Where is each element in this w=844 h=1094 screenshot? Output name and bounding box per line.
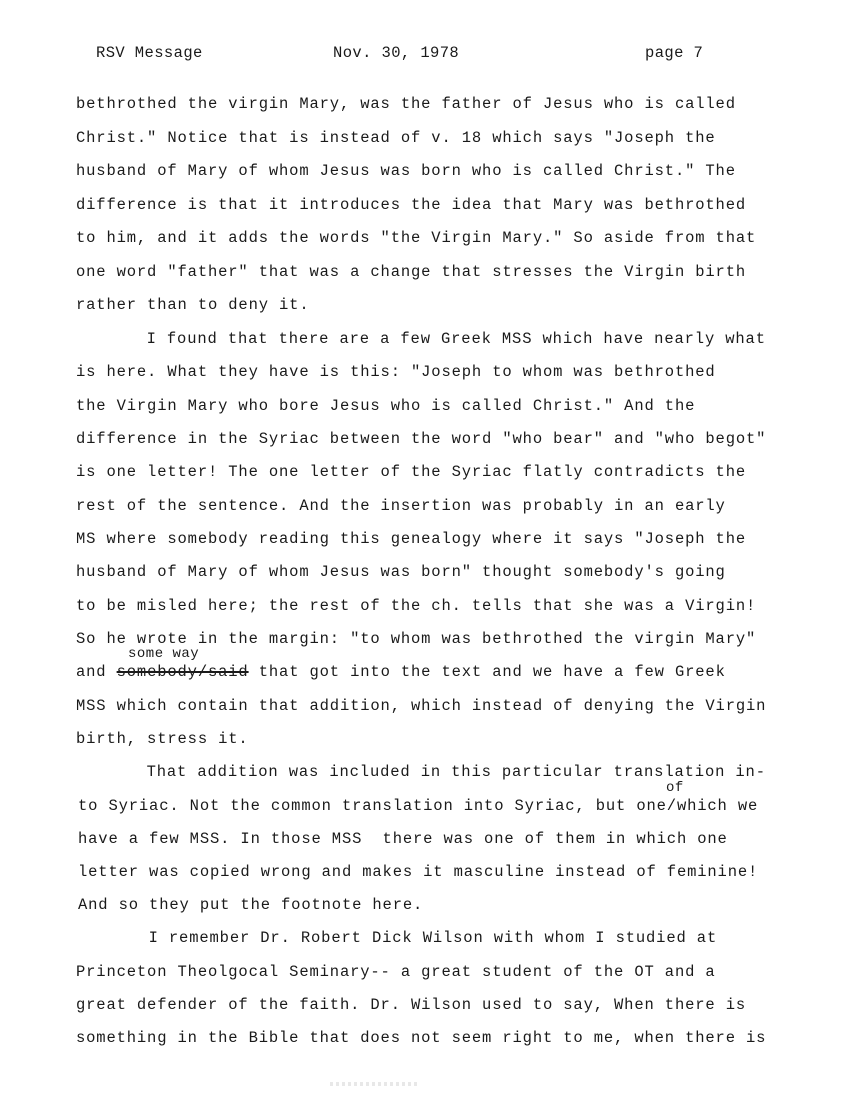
text-line: the Virgin Mary who bore Jesus who is called Christ." And the (76, 397, 696, 415)
line-prefix: and (76, 663, 117, 681)
line-prefix: to Syriac. Not the common translation into Syriac, but (78, 797, 637, 815)
text-line: is one letter! The one letter of the Syriac flatly contradicts the (76, 463, 746, 481)
header-date: Nov. 30, 1978 (333, 44, 460, 62)
text-line: husband of Mary of whom Jesus was born who is called Christ." The (76, 162, 736, 180)
handwritten-insertion: of (666, 780, 684, 796)
text-line: That addition was included in this particular translation in- (106, 763, 766, 781)
text-line: rest of the sentence. And the insertion was probably in an early (76, 497, 726, 515)
text-line: And so they put the footnote here. (78, 896, 424, 914)
text-line: Christ." Notice that is instead of v. 18 which says "Joseph the (76, 129, 716, 147)
struck-out-text: somebody/said (116, 663, 249, 681)
text-line-with-insertion (78, 796, 758, 816)
text-line: something in the Bible that does not seem right to me, when there is (76, 1029, 767, 1047)
text-line: rather than to deny it. (76, 296, 310, 314)
text-line: bethrothed the virgin Mary, was the father of Jesus who is called (76, 95, 736, 113)
text-line: great defender of the faith. Dr. Wilson used to say, When there is (76, 996, 746, 1014)
handwritten-insertion: some way (128, 646, 200, 662)
text-line: letter was copied wrong and makes it masculine instead of feminine! (78, 863, 759, 881)
header-title: RSV Message (96, 44, 203, 62)
line-suffix: one/which we (636, 797, 759, 815)
text-line: one word "father" that was a change that stresses the Virgin birth (76, 263, 746, 281)
page-smudge (330, 1082, 420, 1086)
text-line: Princeton Theolgocal Seminary-- a great student of the OT and a (76, 963, 716, 981)
text-line-with-strikeout (76, 662, 726, 682)
header-page-number: page 7 (645, 44, 704, 62)
text-line: difference in the Syriac between the word "who bear" and "who begot" (76, 430, 767, 448)
text-line: I found that there are a few Greek MSS which have nearly what (106, 330, 766, 348)
text-line: is here. What they have is this: "Joseph to whom was bethrothed (76, 363, 716, 381)
line-suffix: that got into the text and we have a few Greek (248, 663, 726, 681)
text-line: MS where somebody reading this genealogy where it says "Joseph the (76, 530, 746, 548)
text-line: to be misled here; the rest of the ch. tells that she was a Virgin! (76, 597, 757, 615)
text-line: husband of Mary of whom Jesus was born" thought somebody's going (76, 563, 726, 581)
text-line: difference is that it introduces the idea that Mary was bethrothed (76, 196, 746, 214)
text-line: birth, stress it. (76, 730, 249, 748)
text-line: to him, and it adds the words "the Virgin Mary." So aside from that (76, 229, 757, 247)
text-line: MSS which contain that addition, which instead of denying the Virgin (76, 697, 767, 715)
text-line: have a few MSS. In those MSS there was one of them in which one (78, 830, 728, 848)
text-line: I remember Dr. Robert Dick Wilson with whom I studied at (108, 929, 718, 947)
text-line: So he wrote in the margin: "to whom was bethrothed the virgin Mary" (76, 630, 757, 648)
